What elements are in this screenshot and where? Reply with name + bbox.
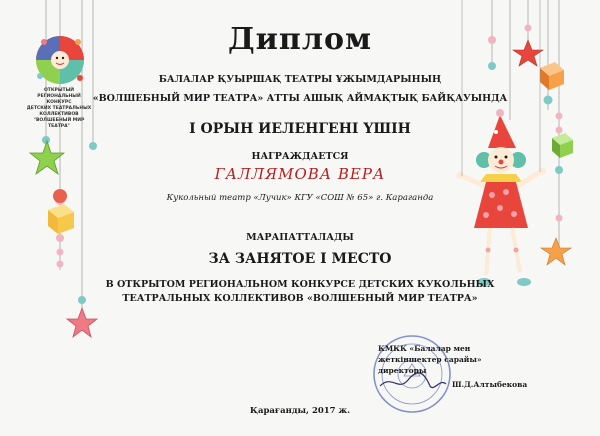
signatory-title: директоры — [378, 366, 427, 375]
pink-star-icon — [67, 308, 97, 337]
logo-caption-line2: ДЕТСКИХ ТЕАТРАЛЬНЫХ КОЛЛЕКТИВОВ — [26, 106, 92, 117]
signatory-name: Ш.Д.Алтыбекова — [452, 380, 528, 389]
kazakh-line-2: «ВОЛШЕБНЫЙ МИР ТЕАТРА» АТТЫ АШЫҚ АЙМАҚТЫҚ БАЙҚАУЫНДА — [92, 93, 508, 104]
marapattalady-label: МАРАПАТТАЛАДЫ — [246, 232, 354, 243]
logo-caption-line3: "ВОЛШЕБНЫЙ МИР ТЕАТРА" — [33, 118, 85, 129]
awarded-label: НАГРАЖДАЕТСЯ — [251, 151, 349, 162]
contest-line-1: В ОТКРЫТОМ РЕГИОНАЛЬНОМ КОНКУРСЕ ДЕТСКИХ КУКОЛЬНЫХ — [105, 279, 495, 290]
logo-caption-line1: ОТКРЫТЫЙ РЕГИОНАЛЬНЫЙ КОНКУРС — [37, 88, 81, 105]
kazakh-line-1: БАЛАЛАР ҚУЫРШАҚ ТЕАТРЫ ҰЖЫМДАРЫНЫҢ — [158, 74, 442, 85]
place-kazakh: I ОРЫН ИЕЛЕНГЕНІ ҮШІН — [189, 121, 411, 137]
signatory-org-line2: жеткіншектер сарайы» — [378, 355, 482, 364]
city-year: Қарағанды, 2017 ж. — [249, 406, 351, 416]
yellow-cube-icon — [48, 204, 74, 234]
diploma-title: Диплом — [227, 22, 373, 57]
handwritten-signature — [380, 373, 446, 388]
organization-line: Кукольный театр «Лучик» КГУ «СОШ № 65» г. Караганда — [166, 193, 434, 203]
place-russian: ЗА ЗАНЯТОЕ I МЕСТО — [208, 251, 392, 267]
contest-line-2: ТЕАТРАЛЬНЫХ КОЛЛЕКТИВОВ «ВОЛШЕБНЫЙ МИР ТЕАТРА» — [122, 293, 478, 304]
signatory-org-line1: КМКК «Балалар мен — [378, 344, 471, 353]
recipient-name: ГАЛЛЯМОВА ВЕРА — [214, 165, 386, 183]
